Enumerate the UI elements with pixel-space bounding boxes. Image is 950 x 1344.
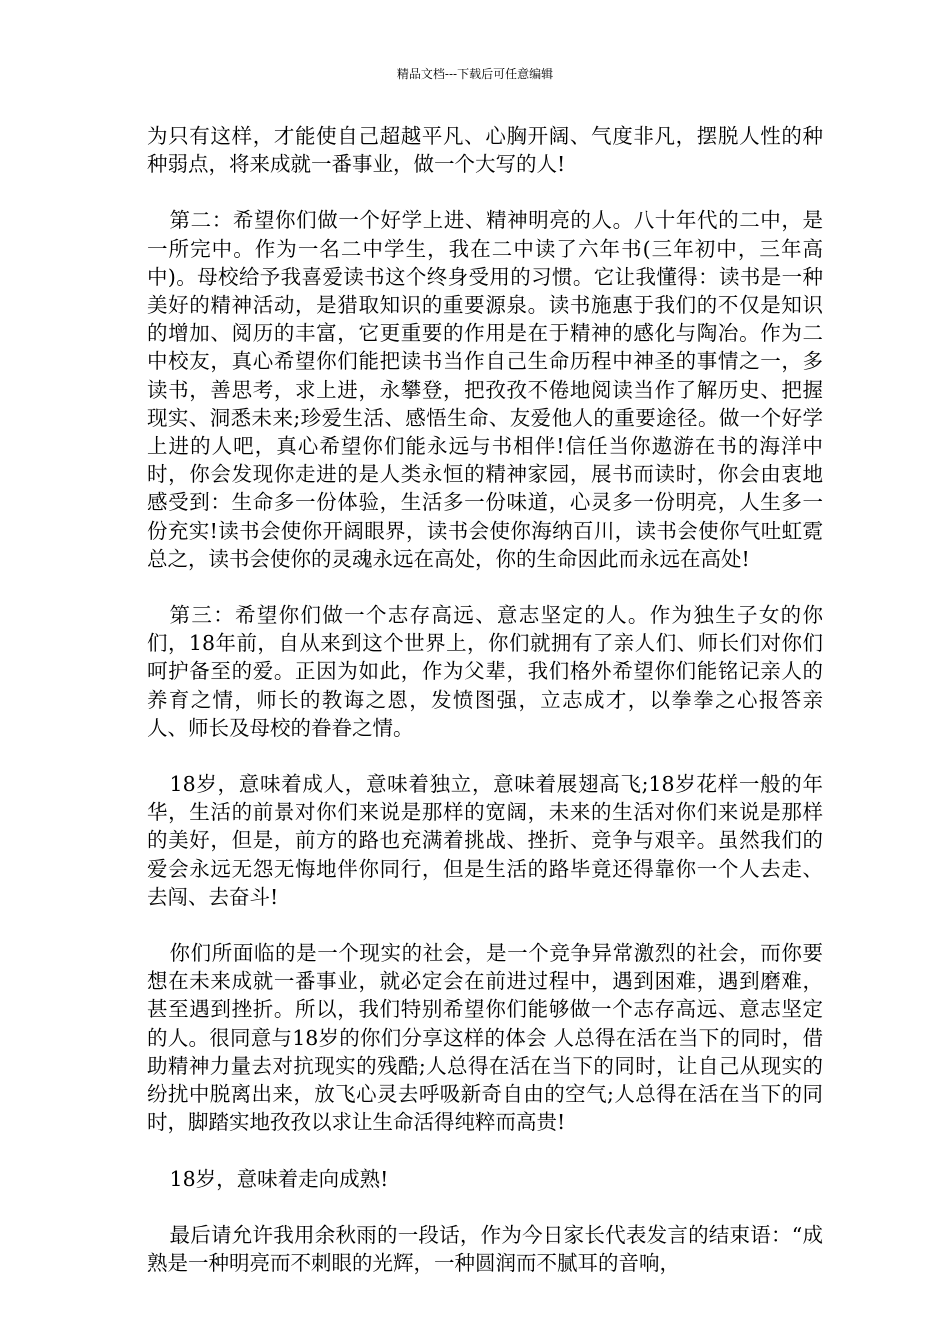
paragraph-eighteen-mature: 18岁，意味着走向成熟! — [169, 1166, 389, 1191]
page-header: 精品文档---下载后可任意编辑 — [396, 67, 554, 81]
paragraph-continuation: 为只有这样，才能使自己超越平凡、心胸开阔、气度非凡，摆脱人性的种种弱点，将来成就一番事业，做一个大写的人! — [147, 124, 823, 177]
paragraph-real-society: 你们所面临的是一个现实的社会，是一个竞争异常激烈的社会，而你要想在未来成就一番事业，就必定会在前进过程中，遇到困难，遇到磨难，甚至遇到挫折。所以，我们特别希望你们能够做一个志存高远、意志坚定的人。很同意与18岁的你们分享这样的体会 人总得在活在当下的同时，借助精神力量去对抗现实的残酷;人总得在活在当下的同时，让自己从现实的纷扰中脱离出来，放飞心灵去呼吸新奇自由的空气;人总得在活在当下的同时，脚踏实地孜孜以求让生命活得纯粹而高贵! — [147, 941, 823, 1135]
paragraph-third-hope: 第三：希望你们做一个志存高远、意志坚定的人。作为独生子女的你们，18年前，自从来到这个世界上，你们就拥有了亲人们、师长们对你们呵护备至的爱。正因为如此，作为父辈，我们格外希望你们能铭记亲人的养育之情，师长的教诲之恩，发愤图强，立志成才，以拳拳之心报答亲人、师长及母校的眷眷之情。 — [147, 603, 823, 740]
paragraph-eighteen-adult: 18岁，意味着成人，意味着独立，意味着展翅高飞;18岁花样一般的年华，生活的前景对你们来说是那样的宽阔，未来的生活对你们来说是那样的美好，但是，前方的路也充满着挑战、挫折、竞争与艰辛。虽然我们的爱会永远无怨无悔地伴你同行，但是生活的路毕竟还得靠你一个人去走、去闯、去奋斗! — [147, 772, 823, 909]
paragraph-second-hope: 第二：希望你们做一个好学上进、精神明亮的人。八十年代的二中，是一所完中。作为一名二中学生，我在二中读了六年书(三年初中，三年高中)。母校给予我喜爱读书这个终身受用的习惯。它让我懂得：读书是一种美好的精神活动，是猎取知识的重要源泉。读书施惠于我们的不仅是知识的增加、阅历的丰富，它更重要的作用是在于精神的感化与陶冶。作为二中校友，真心希望你们能把读书当作自己生命历程中神圣的事情之一，多读书，善思考，求上进，永攀登，把孜孜不倦地阅读当作了解历史、把握现实、洞悉未来;珍爱生活、感悟生命、友爱他人的重要途径。做一个好学上进的人吧，真心希望你们能永远与书相伴!信任当你遨游在书的海洋中时，你会发现你走进的是人类永恒的精神家园，展书而读时，你会由衷地感受到：生命多一份体验，生活多一份味道，心灵多一份明亮，人生多一份充实!读书会使你开阔眼界，读书会使你海纳百川，读书会使你气吐虹霓 总之，读书会使你的灵魂永远在高处，你的生命因此而永远在高处! — [147, 208, 823, 571]
paragraph-closing-quote: 最后请允许我用余秋雨的一段话，作为今日家长代表发言的结束语：“成熟是一种明亮而不刺眼的光辉，一种圆润而不腻耳的音响， — [147, 1222, 823, 1275]
document-body — [147, 122, 823, 1277]
